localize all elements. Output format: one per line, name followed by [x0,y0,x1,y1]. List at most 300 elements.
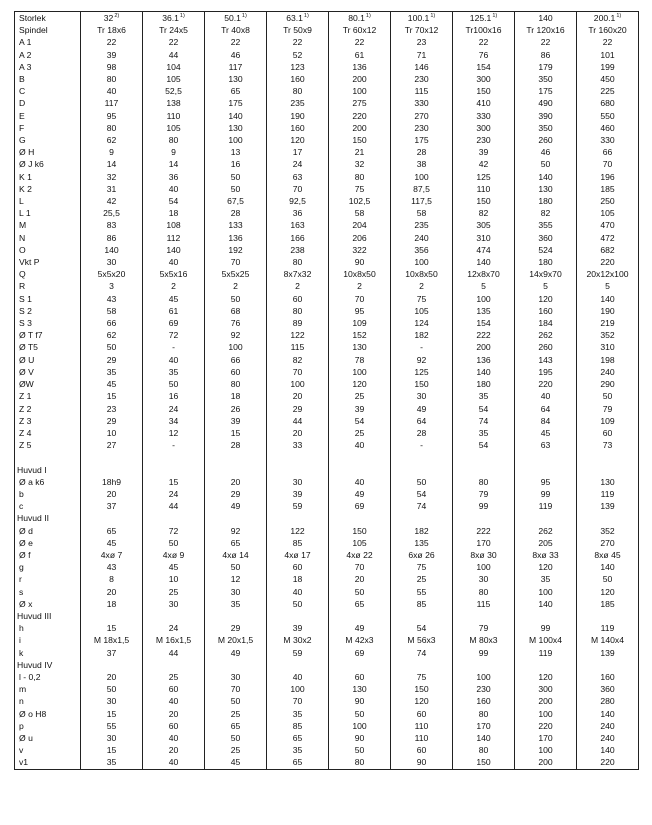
value-cell: 80 [267,256,329,268]
value-cell: 54 [453,403,515,415]
value-cell: 117 [205,61,267,73]
value-cell: 175 [391,134,453,146]
value-cell: 240 [577,732,639,744]
value-cell: 140 [81,244,143,256]
value-cell: 39 [329,403,391,415]
value-cell: 39 [205,415,267,427]
value-cell: 100 [205,341,267,353]
empty-cell [81,451,143,463]
value-cell: 136 [453,354,515,366]
value-cell: 62 [81,134,143,146]
dimension-label: A 3 [15,61,81,73]
value-cell: 220 [577,256,639,268]
empty-cell [577,512,639,524]
footnote-marker: 1) [492,13,498,20]
section-row [15,512,639,524]
value-cell: 40 [81,85,143,97]
value-cell: 95 [515,476,577,488]
value-cell: 50 [329,708,391,720]
value-cell: 66 [577,146,639,158]
value-cell: 39 [81,49,143,61]
dimension-label: Ø T5 [15,341,81,353]
value-cell: 72 [143,525,205,537]
value-cell: 3 [81,280,143,292]
value-cell: 50 [391,476,453,488]
value-cell: 139 [577,500,639,512]
value-cell: 240 [577,720,639,732]
value-cell: 20 [267,390,329,402]
value-cell: 24 [143,403,205,415]
value-cell: 175 [205,97,267,109]
value-cell: 135 [453,305,515,317]
value-cell: 390 [515,110,577,122]
value-cell: 45 [143,561,205,573]
dimension-label: C [15,85,81,97]
value-cell: 44 [143,49,205,61]
value-cell: 50 [205,293,267,305]
header-size-cell [329,12,391,25]
value-cell: M 20x1,5 [205,634,267,646]
dimension-label: S 1 [15,293,81,305]
value-cell: 29 [81,415,143,427]
value-cell: 190 [267,110,329,122]
size-value: 125.1 [469,13,492,23]
value-cell: 140 [515,598,577,610]
value-cell: 33 [267,439,329,451]
empty-cell [267,610,329,622]
section-row [15,659,639,671]
value-cell: 18h9 [81,476,143,488]
value-cell: 115 [391,85,453,97]
value-cell: 76 [205,317,267,329]
value-cell: 250 [577,195,639,207]
value-cell: 190 [577,305,639,317]
value-cell: 166 [267,232,329,244]
value-cell: 105 [577,207,639,219]
dimension-table [14,11,639,770]
value-cell: 101 [577,49,639,61]
value-cell: 44 [143,500,205,512]
table-row [15,549,639,561]
value-cell: 23 [391,36,453,48]
value-cell: 154 [453,61,515,73]
value-cell: 140 [515,171,577,183]
value-cell: 70 [267,183,329,195]
value-cell: 120 [329,378,391,390]
value-cell: 4xø 14 [205,549,267,561]
value-cell: 270 [577,537,639,549]
table-row [15,158,639,170]
value-cell: 15 [81,622,143,634]
value-cell: 29 [81,354,143,366]
dimension-label: Ø x [15,598,81,610]
value-cell: 14 [81,158,143,170]
value-cell: 12 [205,573,267,585]
value-cell: 61 [143,305,205,317]
value-cell: 34 [143,415,205,427]
value-cell: 140 [453,366,515,378]
value-cell: 42 [453,158,515,170]
value-cell: 10 [143,573,205,585]
value-cell: - [391,341,453,353]
header-row-spindle [15,24,639,36]
value-cell: 490 [515,97,577,109]
value-cell: 75 [391,293,453,305]
dimension-label: M [15,219,81,231]
value-cell: 225 [577,85,639,97]
value-cell: 20 [205,476,267,488]
value-cell: 110 [391,732,453,744]
table-row [15,36,639,48]
table-row [15,219,639,231]
value-cell: 262 [515,525,577,537]
value-cell: 146 [391,61,453,73]
value-cell: 682 [577,244,639,256]
value-cell: 140 [453,732,515,744]
size-value: 140 [538,13,553,23]
value-cell: 60 [205,366,267,378]
value-cell: 185 [577,183,639,195]
value-cell: 40 [143,183,205,195]
table-row [15,537,639,549]
value-cell: 192 [205,244,267,256]
value-cell: 55 [391,586,453,598]
value-cell: 22 [267,36,329,48]
dimension-label: ØW [15,378,81,390]
value-cell: 14 [143,158,205,170]
value-cell: 9 [143,146,205,158]
value-cell: 69 [143,317,205,329]
value-cell: 28 [391,146,453,158]
value-cell: 26 [205,403,267,415]
empty-cell [577,610,639,622]
value-cell: 90 [391,756,453,769]
value-cell: 39 [267,622,329,634]
empty-cell [205,610,267,622]
table-row [15,390,639,402]
size-value: 80.1 [348,13,365,23]
value-cell: 54 [143,195,205,207]
value-cell: 238 [267,244,329,256]
value-cell: 30 [391,390,453,402]
value-cell: 35 [267,708,329,720]
dimension-label: K 2 [15,183,81,195]
spacer-label [15,451,81,463]
empty-cell [391,464,453,476]
dimension-label: Z 4 [15,427,81,439]
value-cell: 22 [329,36,391,48]
value-cell: 75 [329,183,391,195]
value-cell: 90 [329,256,391,268]
dimension-label: E [15,110,81,122]
table-row [15,671,639,683]
value-cell: 37 [81,500,143,512]
empty-cell [205,464,267,476]
value-cell: 45 [205,756,267,769]
value-cell: 124 [391,317,453,329]
dimension-label: N [15,232,81,244]
table-row [15,110,639,122]
dimension-label: Q [15,268,81,280]
dimension-label: Z 1 [15,390,81,402]
empty-cell [515,512,577,524]
empty-cell [453,451,515,463]
value-cell: 5 [453,280,515,292]
value-cell: 46 [515,146,577,158]
value-cell: 22 [143,36,205,48]
dimension-label: r [15,573,81,585]
value-cell: 25 [329,390,391,402]
value-cell: 25,5 [81,207,143,219]
value-cell: 82 [267,354,329,366]
value-cell: 18 [205,390,267,402]
dimension-label: Ø e [15,537,81,549]
empty-cell [577,451,639,463]
empty-cell [143,659,205,671]
value-cell: 6xø 26 [391,549,453,561]
table-row [15,97,639,109]
header-size-cell [577,12,639,25]
footnote-marker: 1) [303,13,309,20]
value-cell: 230 [453,134,515,146]
value-cell: 30 [205,671,267,683]
value-cell: 69 [329,500,391,512]
header-row-size [15,12,639,25]
dimension-label: Ø T f7 [15,329,81,341]
value-cell: 9 [81,146,143,158]
dimension-label: K 1 [15,171,81,183]
empty-cell [143,610,205,622]
table-row [15,647,639,659]
value-cell: 79 [453,488,515,500]
value-cell: 58 [391,207,453,219]
empty-cell [577,659,639,671]
empty-cell [453,610,515,622]
dimension-label: m [15,683,81,695]
dimension-label: S 2 [15,305,81,317]
value-cell: 100 [267,378,329,390]
value-cell: 44 [143,647,205,659]
value-cell: 350 [515,73,577,85]
empty-cell [329,451,391,463]
value-cell: 74 [391,500,453,512]
section-row [15,464,639,476]
value-cell: 205 [515,537,577,549]
table-row [15,756,639,769]
value-cell: 50 [267,598,329,610]
value-cell: 13 [205,146,267,158]
value-cell: 68 [205,305,267,317]
value-cell: 140 [143,244,205,256]
value-cell: 71 [391,49,453,61]
value-cell: 109 [577,415,639,427]
value-cell: 198 [577,354,639,366]
value-cell: 80 [267,305,329,317]
header-size-cell [81,12,143,25]
value-cell: - [143,341,205,353]
value-cell: 20 [267,427,329,439]
size-value: 200.1 [593,13,616,23]
value-cell: 182 [391,329,453,341]
value-cell: 136 [329,61,391,73]
section-label: Huvud III [15,610,81,622]
value-cell: 99 [515,622,577,634]
value-cell: 58 [329,207,391,219]
value-cell: 61 [329,49,391,61]
value-cell: 100 [391,171,453,183]
value-cell: 29 [205,488,267,500]
value-cell: 180 [515,195,577,207]
table-row [15,256,639,268]
empty-cell [329,464,391,476]
value-cell: 35 [453,390,515,402]
value-cell: 235 [391,219,453,231]
table-row [15,586,639,598]
value-cell: 20 [143,744,205,756]
dimension-label: Z 5 [15,439,81,451]
section-label: Huvud IV [15,659,81,671]
dimension-label: Ø o H8 [15,708,81,720]
value-cell: 20x12x100 [577,268,639,280]
table-row [15,61,639,73]
value-cell: 322 [329,244,391,256]
value-cell: 100 [329,85,391,97]
dimension-label: Vkt P [15,256,81,268]
value-cell: 50 [205,183,267,195]
value-cell: 43 [81,561,143,573]
section-label: Huvud II [15,512,81,524]
value-cell: 85 [391,598,453,610]
value-cell: 115 [267,341,329,353]
table-row [15,85,639,97]
value-cell: 180 [515,256,577,268]
dimension-label: R [15,280,81,292]
dimension-label: b [15,488,81,500]
value-cell: 80 [453,708,515,720]
table-row [15,415,639,427]
empty-cell [515,464,577,476]
value-cell: 50 [143,537,205,549]
table-row [15,732,639,744]
empty-cell [267,512,329,524]
value-cell: 28 [391,427,453,439]
value-cell: 50 [81,341,143,353]
footnote-marker: 2) [114,13,120,20]
table-row [15,207,639,219]
value-cell: 35 [81,366,143,378]
dimension-label: v [15,744,81,756]
value-cell: 65 [81,525,143,537]
table-row [15,134,639,146]
value-cell: 330 [577,134,639,146]
value-cell: 220 [515,720,577,732]
value-cell: 98 [81,61,143,73]
value-cell: 120 [515,293,577,305]
value-cell: 64 [391,415,453,427]
value-cell: 70 [205,683,267,695]
value-cell: 82 [515,207,577,219]
value-cell: 230 [391,73,453,85]
value-cell: 2 [205,280,267,292]
value-cell: 240 [577,366,639,378]
table-row [15,476,639,488]
value-cell: 65 [205,720,267,732]
footnote-marker: 1) [241,13,247,20]
value-cell: 10 [81,427,143,439]
value-cell: 99 [453,647,515,659]
table-row [15,268,639,280]
value-cell: 125 [391,366,453,378]
value-cell: 4xø 7 [81,549,143,561]
footnote-marker: 1) [365,13,371,20]
table-row [15,195,639,207]
empty-cell [143,451,205,463]
dimension-label: L [15,195,81,207]
value-cell: 290 [577,378,639,390]
dimension-label: g [15,561,81,573]
value-cell: 119 [577,488,639,500]
value-cell: 150 [391,683,453,695]
header-spindle-cell: Tr 160x20 [577,24,639,36]
value-cell: 92 [205,525,267,537]
value-cell: 260 [515,341,577,353]
value-cell: 25 [205,708,267,720]
value-cell: 140 [205,110,267,122]
dimension-label: p [15,720,81,732]
value-cell: 45 [515,427,577,439]
value-cell: 65 [205,85,267,97]
value-cell: 140 [577,293,639,305]
value-cell: 75 [391,561,453,573]
value-cell: 100 [453,561,515,573]
value-cell: 100 [515,744,577,756]
value-cell: 105 [391,305,453,317]
value-cell: 45 [143,293,205,305]
value-cell: 55 [81,720,143,732]
value-cell: 15 [81,744,143,756]
value-cell: 69 [329,647,391,659]
value-cell: 5x5x20 [81,268,143,280]
value-cell: 102,5 [329,195,391,207]
empty-cell [205,451,267,463]
table-row [15,366,639,378]
dimension-label: k [15,647,81,659]
value-cell: 300 [515,683,577,695]
value-cell: 130 [205,122,267,134]
value-cell: 270 [391,110,453,122]
dimension-label: L 1 [15,207,81,219]
value-cell: 28 [205,207,267,219]
value-cell: 275 [329,97,391,109]
value-cell: 99 [453,500,515,512]
header-size-cell [515,12,577,25]
value-cell: 4xø 17 [267,549,329,561]
value-cell: 54 [453,439,515,451]
value-cell: 120 [267,134,329,146]
value-cell: 30 [143,598,205,610]
value-cell: 300 [453,122,515,134]
value-cell: 222 [453,329,515,341]
value-cell: 120 [577,586,639,598]
value-cell: 60 [329,671,391,683]
empty-cell [391,659,453,671]
size-value: 63.1 [286,13,303,23]
empty-cell [143,464,205,476]
value-cell: 60 [143,720,205,732]
value-cell: 140 [577,708,639,720]
dimension-label: A 2 [15,49,81,61]
value-cell: 39 [453,146,515,158]
